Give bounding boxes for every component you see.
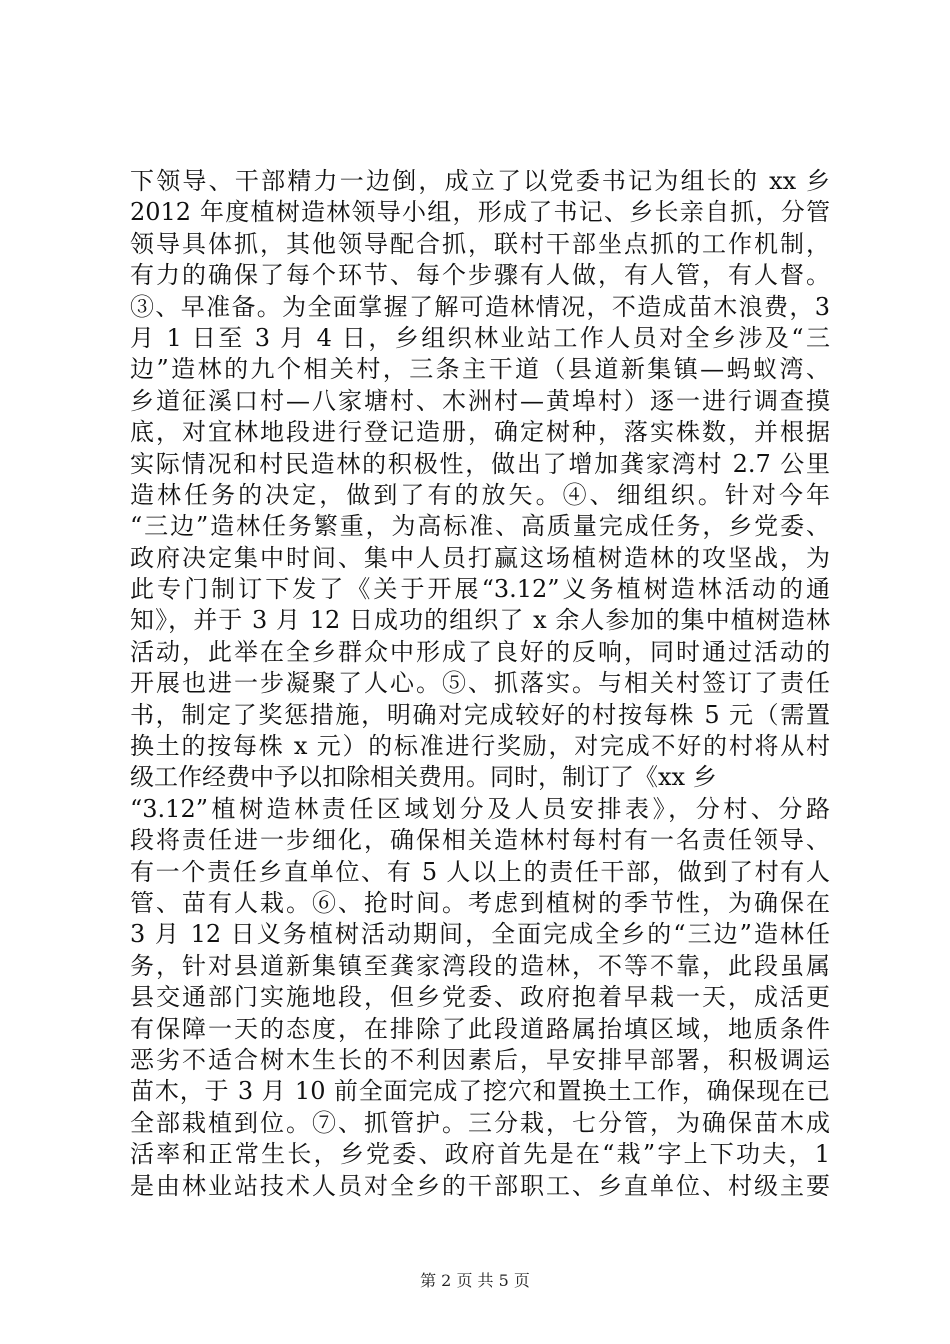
text-line: 底，对宜林地段进行登记造册，确定树种，落实株数，并根据 [130, 418, 830, 447]
text-line: 换土的按每株 x 元）的标准进行奖励，对完成不好的村将从村 [130, 732, 830, 761]
text-line: 领导具体抓，其他领导配合抓，联村干部坐点抓的工作机制， [130, 229, 830, 258]
text-line: 2012 年度植树造林领导小组，形成了书记、乡长亲自抓，分管 [130, 198, 830, 227]
text-line: 级工作经费中予以扣除相关费用。同时，制订了《xx 乡 [130, 763, 717, 792]
text-line: 活率和正常生长，乡党委、政府首先是在“栽”字上下功夫，1 [130, 1140, 830, 1169]
text-line: 知》，并于 3 月 12 日成功的组织了 x 余人参加的集中植树造林 [130, 606, 830, 635]
text-line: 3 月 12 日义务植树活动期间，全面完成全乡的“三边”造林任 [130, 920, 830, 949]
text-line: 县交通部门实施地段，但乡党委、政府抱着早栽一天，成活更 [130, 983, 830, 1012]
text-line: 是由林业站技术人员对全乡的干部职工、乡直单位、村级主要 [130, 1171, 830, 1200]
text-line: 有保障一天的态度，在排除了此段道路属抬填区域，地质条件 [130, 1014, 830, 1043]
text-line: 恶劣不适合树木生长的不利因素后，早安排早部署，积极调运 [130, 1045, 830, 1074]
text-line: 乡道征溪口村—八家塘村、木洲村—黄埠村）逐一进行调查摸 [130, 386, 830, 415]
text-line: 下领导、干部精力一边倒，成立了以党委书记为组长的 xx 乡 [130, 167, 830, 195]
text-line: 段将责任进一步细化，确保相关造林村每村有一名责任领导、 [130, 826, 830, 855]
text-line: 有一个责任乡直单位、有 5 人以上的责任干部，做到了村有人 [130, 857, 830, 886]
text-line: “三边”造林任务繁重，为高标准、高质量完成任务，乡党委、 [130, 512, 830, 541]
text-line: 造林任务的决定，做到了有的放矢。④、细组织。针对今年 [130, 480, 830, 509]
text-line: 此专门制订下发了《关于开展“3.12”义务植树造林活动的通 [130, 575, 830, 604]
text-line: 实际情况和村民造林的积极性，做出了增加龚家湾村 2.7 公里 [130, 449, 830, 478]
text-line: 边”造林的九个相关村，三条主干道（县道新集镇—蚂蚁湾、 [130, 355, 830, 384]
text-line: 月 1 日至 3 月 4 日，乡组织林业站工作人员对全乡涉及“三 [130, 323, 830, 352]
text-line: 苗木，于 3 月 10 前全面完成了挖穴和置换土工作，确保现在已 [130, 1077, 830, 1106]
body-text [130, 166, 830, 1202]
text-line: 书，制定了奖惩措施，明确对完成较好的村按每株 5 元（需置 [130, 700, 830, 729]
text-line: 开展也进一步凝聚了人心。⑤、抓落实。与相关村签订了责任 [130, 669, 830, 698]
text-line: 有力的确保了每个环节、每个步骤有人做，有人管，有人督。 [130, 261, 830, 290]
text-line: 活动，此举在全乡群众中形成了良好的反响，同时通过活动的 [130, 637, 830, 666]
text-line: “3.12”植树造林责任区域划分及人员安排表》，分村、分路 [130, 794, 830, 823]
text-line: 政府决定集中时间、集中人员打赢这场植树造林的攻坚战，为 [130, 543, 830, 572]
text-line: 全部栽植到位。⑦、抓管护。三分栽，七分管，为确保苗木成 [130, 1108, 830, 1137]
text-line: ③、早准备。为全面掌握了解可造林情况，不造成苗木浪费，3 [130, 292, 830, 321]
page-footer: 第 2 页 共 5 页 [420, 1271, 530, 1290]
text-line: 务，针对县道新集镇至龚家湾段的造林，不等不靠，此段虽属 [130, 951, 830, 980]
text-line: 管、苗有人栽。⑥、抢时间。考虑到植树的季节性，为确保在 [130, 888, 830, 917]
